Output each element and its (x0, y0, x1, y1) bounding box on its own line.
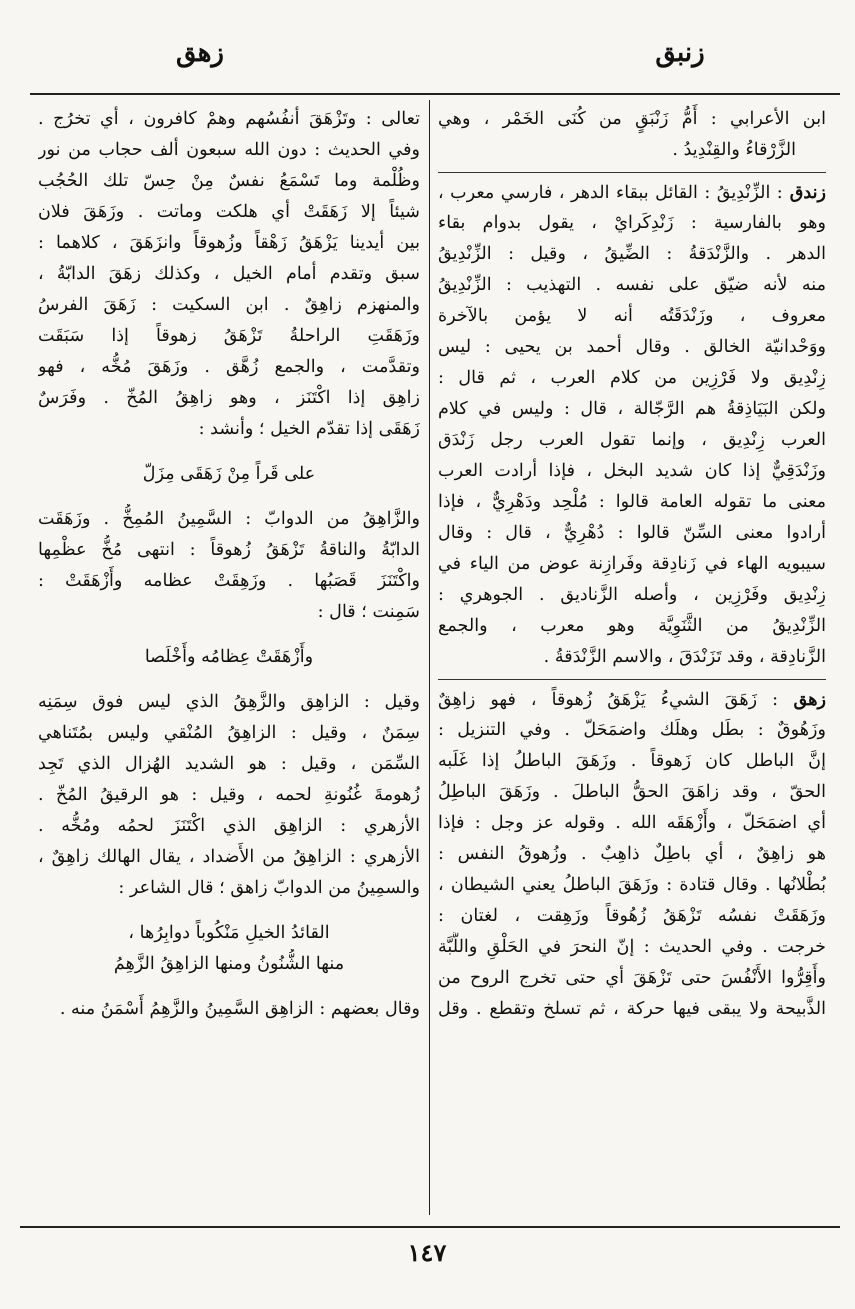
entry-first-line: زندق : الزِّنْدِيقُ : القائل ببقاء الدهر ، فارسي معرب ، (438, 182, 826, 203)
entry-separator (438, 679, 826, 680)
text-line: بين أيدينا يَزْهَقُ زَهْقاً وزُهوقاً وانزَهَقَ ، كلاهما : (38, 233, 420, 253)
text-line: وتقدَّمت ، والجمع زُهَّق . وزَهَقَ مُخُّه ، فهو (38, 357, 420, 377)
text-line: الزِّنْدِيقُ من الثَّنَوِيَّة وهو معرب ، والجمع (438, 616, 826, 636)
text-line: الدهر . والزَّنْدَقةُ : الضِّيقُ ، وقيل : الزِّنْدِيقُ (438, 244, 826, 264)
right-column (438, 104, 826, 1025)
text-line: الأزهري : الزاهِق الذي اكْتَنَزَ لحمُه ومُخُّه . (38, 816, 420, 836)
text-line: وزَهَقَتْ نفسُه تَزْهَقُ زُهُوقاً وزَهِقت ، لغتان : (438, 906, 826, 926)
verse-line: منها الشُّنُونُ ومنها الزاهِقُ الزَّهِمُ (113, 954, 345, 974)
text-line: ولكن البَيَاذِقةُ هم الرَّجّالة ، قال : وليس في كلام (438, 399, 826, 419)
text-line: وقيل : الزاهِق والزَّهِقُ الذي ليس فوق سِمَنِه (38, 692, 420, 712)
text-line: وهو بالفارسية : زَنْدِكَرايْ ، يقول بدوام بقاء (438, 213, 826, 233)
text-line: وزَهَقَتِ الراحلةُ تَزْهَقُ زهوقاً إذا سَبَقَت (38, 326, 420, 346)
text-line: الزَّنادِقة ، وقد تَزَنْدَقَ ، والاسم الزَّنْدَقةُ . (543, 647, 826, 667)
verse-line: القائدُ الخيلِ مَنْكُوباً دوابِرُها ، (128, 923, 330, 943)
text-line: الأزهري : الزاهِقُ من الأَضداد ، يقال الهالك زاهِقٌ ، (38, 847, 420, 867)
text-line: وزَنْدَقِيٌّ إذا كان شديد البخل ، فإذا أرادت العرب (438, 461, 826, 481)
text-line: زَهَقَى إذا تقدّم الخيل ؛ وأنشد : (198, 419, 420, 439)
left-running-head: زهق (176, 38, 224, 68)
text-line: زِنْدِيق ولا فَرْزِين من كلام العرب ، ثم قال : (438, 368, 826, 388)
text-line: والزَّاهِقُ من الدوابّ : السَّمِينُ المُمِخُّ . وزَهَقَت (38, 509, 420, 529)
text-line: والمنهزم زاهِقٌ . ابن السكيت : زَهَقَ الفرسُ (38, 295, 420, 315)
text-line: زاهِق إذا اكْتَنَز ، وهو زاهِقُ المُخّ . وفَرَسٌ (38, 388, 420, 408)
spacer (38, 490, 420, 504)
text-line: هو زاهِقٌ ، أي باطِلٌ ذاهِبٌ . وزُهوقُ النفس : (438, 844, 826, 864)
text-line: الذَّبيحة ولا يبقى فيها حركة ، ثم تسلخ وتقطع . وقل (438, 999, 826, 1019)
spacer (38, 628, 420, 642)
text-line: معنى ما تقوله العامة قالوا : مُلْحِد ودَهْرِيٌّ ، فإذا (438, 492, 826, 512)
text-line: إنَّ الباطل كان زَهوقاً . وزَهَقَ الباطلُ إذا غَلَبه (438, 751, 826, 771)
text-line: زُهومةَ غُنُونةِ لحمه ، وقيل : هو الرقيقُ المُخّ . (38, 785, 420, 805)
page-number: ١٤٧ (407, 1238, 447, 1267)
text-line: سيبويه الهاء في زَنادِقة وفَرازِنة عوض من الياء في (438, 554, 826, 574)
spacer (38, 904, 420, 918)
text-line: الدابّةُ والناقةُ تَزْهَقُ زُهوقاً : انتهى مُخُّ عظْمِها (38, 540, 420, 560)
bottom-rule (20, 1226, 840, 1228)
text-line: شيئاً إلا زَهَقَتْ أي هلكت وماتت . وزَهَقَ فلان (38, 202, 420, 222)
left-column (38, 104, 420, 1025)
text-line: ابن الأعرابي : أَمُّ زَنْبَقٍ من كُنَى الخَمْر ، وهي (438, 109, 826, 129)
entry-separator (438, 172, 826, 173)
text-line: سِمَنٌ ، وقيل : الزاهِقُ المُنْقي وليس بمُتَناهي (38, 723, 420, 743)
text-line: منه لأنه ضيّق على نفسه . التهذيب : الزِّنْدِيقُ (438, 275, 826, 295)
text-line: سبق وتقدم أمام الخيل ، وكذلك زهَقَ الدابّةُ ، (38, 264, 420, 284)
paragraph-4 (38, 994, 420, 1025)
column-divider (429, 100, 430, 1215)
text-line: السِّمَن ، وقيل : هو الشديد الهُزال الذي تَجِد (38, 754, 420, 774)
text-line: وزَهُوقٌ : بطَل وهلَك واضمَحَلّ . وفي التنزيل : (438, 720, 826, 740)
entry-zandaq (438, 177, 826, 673)
text-line: أي اضمَحَلّ ، وأَزْهَقَه الله . وقوله عز وجل : فإذا (438, 813, 826, 833)
text-line: الحقّ ، وقد زاهَقَ الحقُّ الباطلَ . وزَهَقَ الباطِلُ (438, 782, 826, 802)
text-line: ووَحْدانيّة الخالق . وقال أحمد بن يحيى : ليس (438, 337, 826, 357)
spacer (38, 445, 420, 459)
text-line: وأَقِرُّوا الأَنْفُسَ حتى تَزْهَقَ أي حتى تخرج الروح من (438, 968, 826, 988)
text-line: سَمِنت ؛ قال : (317, 602, 420, 622)
text-line: والسمِينُ من الدوابّ زاهق ؛ قال الشاعر : (118, 878, 420, 898)
text-line: وظُلْمة وما تَسْمَعُ نفسٌ مِنْ حِسّ تلك الحُجُب (38, 171, 420, 191)
text-line: تعالى : وتَزْهَقَ أنفُسُهم وهمْ كافرون ، أي تخرُج . (38, 109, 420, 129)
headword: زندق (782, 182, 826, 203)
text-line: بُطْلانُها . وقال قتادة : وزَهَقَ الباطلُ يعني الشيطان ، (438, 875, 826, 895)
text-line: وقال بعضهم : الزاهِق السَّمِينُ والزَّهِمُ أَسْمَنُ منه . (59, 999, 420, 1019)
entry-first-line: زهق : زَهَقَ الشيءُ يَزْهَقُ زُهوقاً ، فهو زاهِقٌ (438, 689, 826, 710)
entry-zahaq (438, 684, 826, 1025)
text-line: واكْتَنَزَ قَصَبُها . وزَهِقَتْ عظامه وأَزْهَقَتْ : (38, 571, 420, 591)
right-running-head: زنبق (655, 38, 705, 68)
headword: زهق (778, 689, 826, 710)
text-line: زِنْدِيق وفَرْزِين ، وأصله الزَّناديق . الجوهري : (438, 585, 826, 605)
spacer (38, 980, 420, 994)
text-line: الزَّرْقاءُ والقِنْدِيدُ . (672, 140, 796, 160)
top-rule (30, 93, 840, 95)
verse-line: على قَراً مِنْ زَهَقَى مِزَلّ (142, 464, 316, 484)
spacer (38, 673, 420, 687)
paragraph-1 (38, 104, 420, 445)
text-line: وفي الحديث : دون الله سبعون ألف حجاب من نور (38, 140, 420, 160)
text-line: معروف ، وزَنْدَقَتُه أنه لا يؤمن بالآخرة (438, 306, 826, 326)
paragraph-3 (38, 687, 420, 904)
text-line: خرجت . وفي الحديث : إنّ النحرَ في الحَلْقِ واللَّبَّة (438, 937, 826, 957)
paragraph-2 (38, 504, 420, 628)
text-line: أرادوا معنى السِّنّ قالوا : دُهْرِيٌّ ، قال : وقال (438, 523, 826, 543)
text-line: العرب زِنْدِيق ، وإنما تقول العرب رجل زَنْدَق (438, 430, 826, 450)
verse-line: وأَزْهَقَتْ عِظامُه وأَخْلَصا (144, 647, 314, 667)
intro-paragraph (438, 104, 826, 166)
